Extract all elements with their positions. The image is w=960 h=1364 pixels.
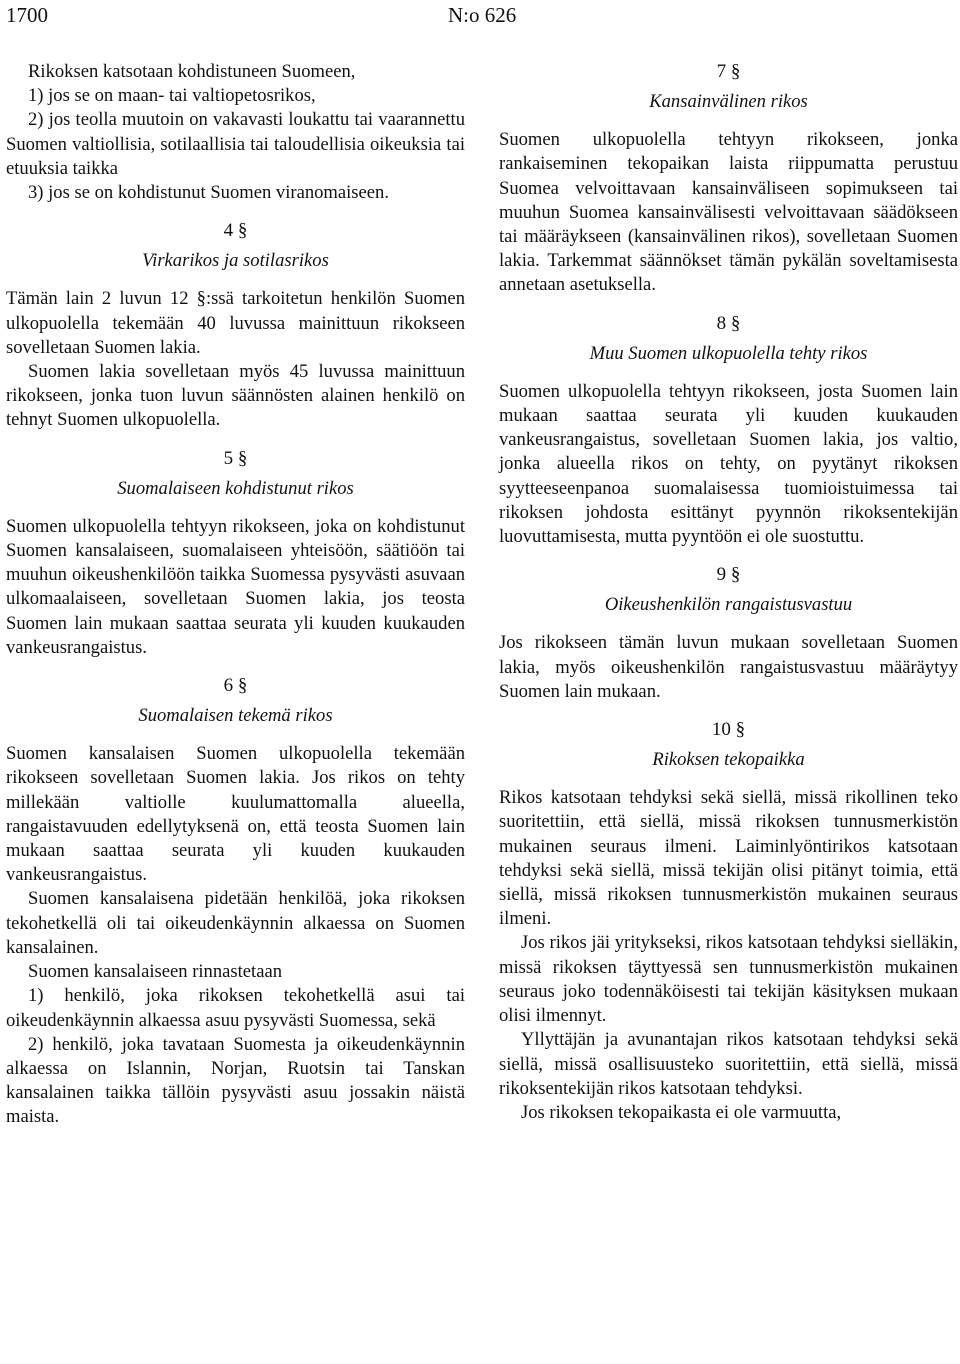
section-number: 4 § [223, 220, 248, 242]
section-number: 9 § [716, 564, 741, 586]
body-paragraph: 3) jos se on kohdistunut Suomen viranomaiseen. [28, 182, 389, 204]
body-paragraph: Yllyttäjän ja avunantajan rikos katsotaan tehdyksi sekä siellä, missä osallisuusteko suoritettiin, että siellä, missä rikoksentekijän rikos katsotaan tehdyksi. [499, 1029, 958, 1099]
section-title: Suomalaisen tekemä rikos [138, 705, 333, 727]
section-number: 8 § [716, 312, 741, 334]
section-title: Muu Suomen ulkopuolella tehty rikos [589, 342, 868, 364]
body-paragraph: Rikos katsotaan tehdyksi sekä siellä, missä rikollinen teko suoritettiin, että siellä, missä rikoksen tunnusmerkistön mukainen seuraus ilmeni. Laiminlyöntirikos katsotaan tehdyksi sekä siellä, missä tekijän olisi pitänyt toimia, että siellä, missä rikoksen tunnusmerkistön mukainen seuraus ilmeni. [499, 787, 958, 930]
section-title: Virkarikos ja sotilasrikos [142, 250, 329, 272]
body-paragraph: Tämän lain 2 luvun 12 §:ssä tarkoitetun henkilön Suomen ulkopuolella tekemään 40 luvussa mainittuun rikokseen sovelletaan Suomen lakia. [6, 288, 465, 358]
body-paragraph: 1) henkilö, joka rikoksen tekohetkellä asui tai oikeudenkäynnin alkaessa asuu pysyvästi Suomessa, sekä [6, 985, 465, 1031]
left-column [6, 60, 465, 1130]
right-column [499, 60, 958, 1125]
body-paragraph: Jos rikoksen tekopaikasta ei ole varmuutta, [521, 1101, 842, 1123]
section-number: 6 § [223, 675, 248, 697]
body-paragraph: Jos rikos jäi yritykseksi, rikos katsotaan tehdyksi sielläkin, missä rikoksen täyttyessä sen tunnusmerkistön mukainen seuraus joko todennäköisesti tai tekijän käsityksen mukaan olisi ilmennyt. [499, 932, 958, 1027]
issue-number: N:o 626 [448, 3, 517, 27]
body-paragraph: Rikoksen katsotaan kohdistuneen Suomeen, [28, 61, 356, 82]
section-number: 10 § [711, 719, 746, 741]
section-number: 7 § [716, 61, 741, 82]
page-header [6, 2, 954, 32]
body-paragraph: Suomen lakia sovelletaan myös 45 luvussa mainittuun rikokseen, jonka tuon luvun säännösten alainen henkilö on tehnyt Suomen ulkopuolella. [6, 361, 465, 431]
body-paragraph: 2) henkilö, joka tavataan Suomesta ja oikeudenkäynnin alkaessa on Islannin, Norjan, Ruotsin tai Tanskan kansalainen taikka tällöin pysyvästi asuu jossakin näistä maista. [6, 1033, 465, 1128]
page-number: 1700 [6, 3, 48, 27]
body-paragraph: 2) jos teolla muutoin on vakavasti loukattu tai vaarannettu Suomen valtiollisia, sotilaallisia tai taloudellisia oikeuksia tai etuuksia taikka [6, 109, 465, 179]
section-title: Oikeushenkilön rangaistusvastuu [604, 594, 853, 616]
section-title: Rikoksen tekopaikka [652, 749, 805, 771]
body-paragraph: Suomen ulkopuolella tehtyyn rikokseen, josta Suomen lain mukaan saattaa seurata yli kuuden kuukauden vankeusrangaistus, sovelletaan Suomen lakia, jos valtio, jonka alueella rikos on tehty, on pyytänyt rikoksen syytteeseenpanoa suomalaisessa tuomioistuimessa tai rikoksen johdosta esittänyt pyynnön rikoksentekijän luovuttamisesta, mutta pyyntöön ei ole suostuttu. [499, 380, 958, 548]
body-paragraph: Suomen ulkopuolella tehtyyn rikokseen, jonka rankaiseminen tekopaikan laista riippumatta perustuu Suomea velvoittavaan kansainväliseen sopimukseen tai muuhun Suomea kansainvälisesti velvoittavaan säädökseen tai määräykseen (kansainvälinen rikos), sovelletaan Suomen lakia. Tarkemmat säännökset tämän pykälän soveltamisesta annetaan asetuksella. [499, 129, 958, 296]
body-paragraph: Suomen kansalaisena pidetään henkilöä, joka rikoksen tekohetkellä oli tai oikeudenkäynnin alkaessa on Suomen kansalainen. [6, 888, 465, 958]
body-paragraph: 1) jos se on maan- tai valtiopetosrikos, [28, 85, 316, 107]
section-title: Suomalaiseen kohdistunut rikos [117, 477, 354, 499]
body-paragraph: Jos rikokseen tämän luvun mukaan sovelletaan Suomen lakia, myös oikeushenkilön rangaistusvastuu määräytyy Suomen lain mukaan. [499, 632, 958, 702]
body-paragraph: Suomen kansalaisen Suomen ulkopuolella tekemään rikokseen sovelletaan Suomen lakia. Jos rikos on tehty millekään valtiolle kuulumattomalla alueella, rangaistavuuden edellytyksenä on, että teosta Suomen lain mukaan saattaa seurata yli kuuden kuukauden vankeusrangaistus. [6, 743, 465, 886]
section-title: Kansainvälinen rikos [649, 91, 808, 112]
section-number: 5 § [223, 447, 248, 469]
body-paragraph: Suomen kansalaiseen rinnastetaan [28, 961, 283, 983]
body-paragraph: Suomen ulkopuolella tehtyyn rikokseen, joka on kohdistunut Suomen kansalaiseen, suomalaiseen yhteisöön, säätiöön tai muuhun oikeushenkilöön taikka Suomessa pysyvästi asuvaan ulkomaalaiseen, sovelletaan Suomen lakia, jos teosta Suomen lain mukaan saattaa seurata yli kuuden kuukauden vankeusrangaistus. [6, 515, 465, 658]
